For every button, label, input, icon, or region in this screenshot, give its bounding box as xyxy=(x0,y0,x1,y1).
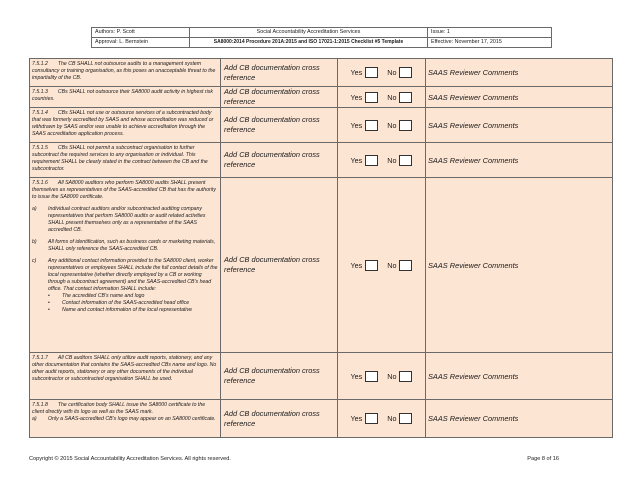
yes-no-cell xyxy=(338,178,426,353)
clause-number: 7.5.1.2 xyxy=(32,61,48,67)
cross-reference-field[interactable]: Add CB documentation cross reference xyxy=(221,108,338,143)
clause-text: CBs SHALL not permit a subcontract organisation to further subcontract the required services to any organisation or individual. This requirement SHALL be clearly stated in the contract between the CB and the subcontractor. xyxy=(32,145,208,172)
cross-reference-field[interactable]: Add CB documentation cross reference xyxy=(221,143,338,178)
clause-text: All SA8000 auditors who perform SA8000 audits SHALL present themselves as representatives of the SAAS-accredited CB that has the authority to issue the SA8000 certificate. xyxy=(32,180,216,200)
no-checkbox[interactable] xyxy=(399,120,412,131)
no-label: No xyxy=(387,120,397,130)
clause-number: 7.5.1.6 xyxy=(32,180,48,186)
reviewer-comments-field[interactable]: SAAS Reviewer Comments xyxy=(426,108,613,143)
yes-label: Yes xyxy=(350,260,363,270)
clause-number: 7.5.1.5 xyxy=(32,145,48,151)
clause-text: The CB SHALL not outsource audits to a management system consultancy or training organisation, as this poses an unacceptable threat to the impartiality of the CB. xyxy=(32,61,216,81)
clause-text: CBs SHALL not outsource their SA8000 audit activity in highest risk countries. xyxy=(32,89,213,102)
reviewer-comments-field[interactable]: SAAS Reviewer Comments xyxy=(426,59,613,87)
clause-cell xyxy=(30,353,221,400)
bullet-item: • The accredited CB’s name and logo xyxy=(48,293,145,299)
no-checkbox[interactable] xyxy=(399,260,412,271)
no-label: No xyxy=(387,414,397,423)
yes-label: Yes xyxy=(350,92,363,102)
yes-no-cell xyxy=(338,400,426,438)
clause-text: All CB auditors SHALL only utilize audit reports, stationery, and any other documentation that contains the SAAS-accredited CBs name and logo. No other audit reports, stationery or any other documents of the individual subcontractor or subcontracted organisation SHALL be used. xyxy=(32,355,217,382)
checklist-row xyxy=(30,143,613,178)
no-label: No xyxy=(387,371,397,381)
reviewer-comments-field[interactable]: SAAS Reviewer Comments xyxy=(426,143,613,178)
clause-number: 7.5.1.4 xyxy=(32,110,48,116)
yes-label: Yes xyxy=(350,68,363,77)
authors-cell: Authors: P. Scott xyxy=(92,28,190,38)
checklist-row xyxy=(30,353,613,400)
yes-checkbox[interactable] xyxy=(365,260,378,271)
checklist-row xyxy=(30,59,613,87)
clause-item: b) All forms of identification, such as business cards or marketing materials, SHALL only reference the SAAS-accredited CB. xyxy=(32,239,216,252)
yes-label: Yes xyxy=(350,120,363,130)
approval-cell: Approval: L. Bernstein xyxy=(92,38,190,48)
page-number: Page 8 of 16 xyxy=(527,456,559,462)
reviewer-comments-field[interactable]: SAAS Reviewer Comments xyxy=(426,87,613,108)
cross-reference-field[interactable]: Add CB documentation cross reference xyxy=(221,400,338,438)
cross-reference-field[interactable]: Add CB documentation cross reference xyxy=(221,59,338,87)
copyright-text: Copyright © 2015 Social Accountability Accreditation Services. All rights reserved. xyxy=(29,456,231,462)
bullet-item: • Name and contact information of the local representative xyxy=(48,307,193,313)
cross-reference-field[interactable]: Add CB documentation cross reference xyxy=(221,87,338,108)
reviewer-comments-field[interactable]: SAAS Reviewer Comments xyxy=(426,400,613,438)
reviewer-comments-field[interactable]: SAAS Reviewer Comments xyxy=(426,178,613,353)
yes-checkbox[interactable] xyxy=(365,155,378,166)
clause-text: CBs SHALL not use or outsource services of a subcontracted body that was formerly accredited by SAAS and whose accreditation was reduced or withdrawn by SAAS and/or was unable to achieve accreditation through the SAAS accreditation application process. xyxy=(32,110,214,137)
yes-label: Yes xyxy=(350,155,363,165)
organization-title: Social Accountability Accreditation Services xyxy=(190,28,428,38)
checklist-row xyxy=(30,108,613,143)
no-checkbox[interactable] xyxy=(399,371,412,382)
checklist-row xyxy=(30,400,613,438)
clause-cell xyxy=(30,143,221,178)
checklist-row xyxy=(30,178,613,353)
yes-checkbox[interactable] xyxy=(365,92,378,103)
no-checkbox[interactable] xyxy=(399,92,412,103)
no-checkbox[interactable] xyxy=(399,67,412,78)
no-checkbox[interactable] xyxy=(399,413,412,424)
clause-item: a) Only a SAAS-accredited CB’s logo may appear on an SA8000 certificate. xyxy=(32,416,216,422)
yes-label: Yes xyxy=(350,414,363,423)
yes-checkbox[interactable] xyxy=(365,371,378,382)
clause-cell xyxy=(30,59,221,87)
yes-no-cell xyxy=(338,143,426,178)
no-label: No xyxy=(387,260,397,270)
checklist-row xyxy=(30,87,613,108)
no-label: No xyxy=(387,155,397,165)
no-label: No xyxy=(387,92,397,102)
effective-date-cell: Effective: November 17, 2015 xyxy=(428,38,552,48)
clause-text: The certification body SHALL issue the SA8000 certificate to the client directly with its logo as well as the SAAS mark. xyxy=(32,402,206,415)
clause-item: a) Individual contract auditors and/or subcontracted auditing company representatives that perform SA8000 audits or audit related activities SHALL present themselves only as a representative of the SAAS accredited CB. xyxy=(32,206,206,233)
yes-no-cell xyxy=(338,353,426,400)
yes-no-cell xyxy=(338,108,426,143)
clause-cell xyxy=(30,87,221,108)
no-checkbox[interactable] xyxy=(399,155,412,166)
yes-label: Yes xyxy=(350,371,363,381)
reviewer-comments-field[interactable]: SAAS Reviewer Comments xyxy=(426,353,613,400)
clause-cell xyxy=(30,400,221,438)
clause-item: c) Any additional contact information provided to the SA8000 client, worker representatives or employees SHALL include the full contact details of the local representative (whether directly employed by a CB or working through a subcontract agreement) and the SAAS-accredited CB’s head office. That contact information SHALL include: xyxy=(32,258,218,292)
bullet-item: • Contact information of the SAAS-accredited head office xyxy=(48,300,190,306)
cross-reference-field[interactable]: Add CB documentation cross reference xyxy=(221,353,338,400)
yes-checkbox[interactable] xyxy=(365,67,378,78)
yes-checkbox[interactable] xyxy=(365,120,378,131)
clause-number: 7.5.1.3 xyxy=(32,89,48,95)
yes-no-cell xyxy=(338,59,426,87)
clause-number: 7.5.1.7 xyxy=(32,355,48,361)
yes-no-cell xyxy=(338,87,426,108)
issue-cell: Issue: 1 xyxy=(428,28,552,38)
clause-number: 7.5.1.8 xyxy=(32,402,48,408)
checklist-table xyxy=(29,58,613,438)
procedure-title: SA8000:2014 Procedure 201A:2015 and ISO 17021-1:2015 Checklist #5 Template xyxy=(190,38,428,48)
cross-reference-field[interactable]: Add CB documentation cross reference xyxy=(221,178,338,353)
no-label: No xyxy=(387,68,397,77)
clause-cell xyxy=(30,178,221,353)
clause-cell xyxy=(30,108,221,143)
yes-checkbox[interactable] xyxy=(365,413,378,424)
document-header-table xyxy=(91,27,552,48)
